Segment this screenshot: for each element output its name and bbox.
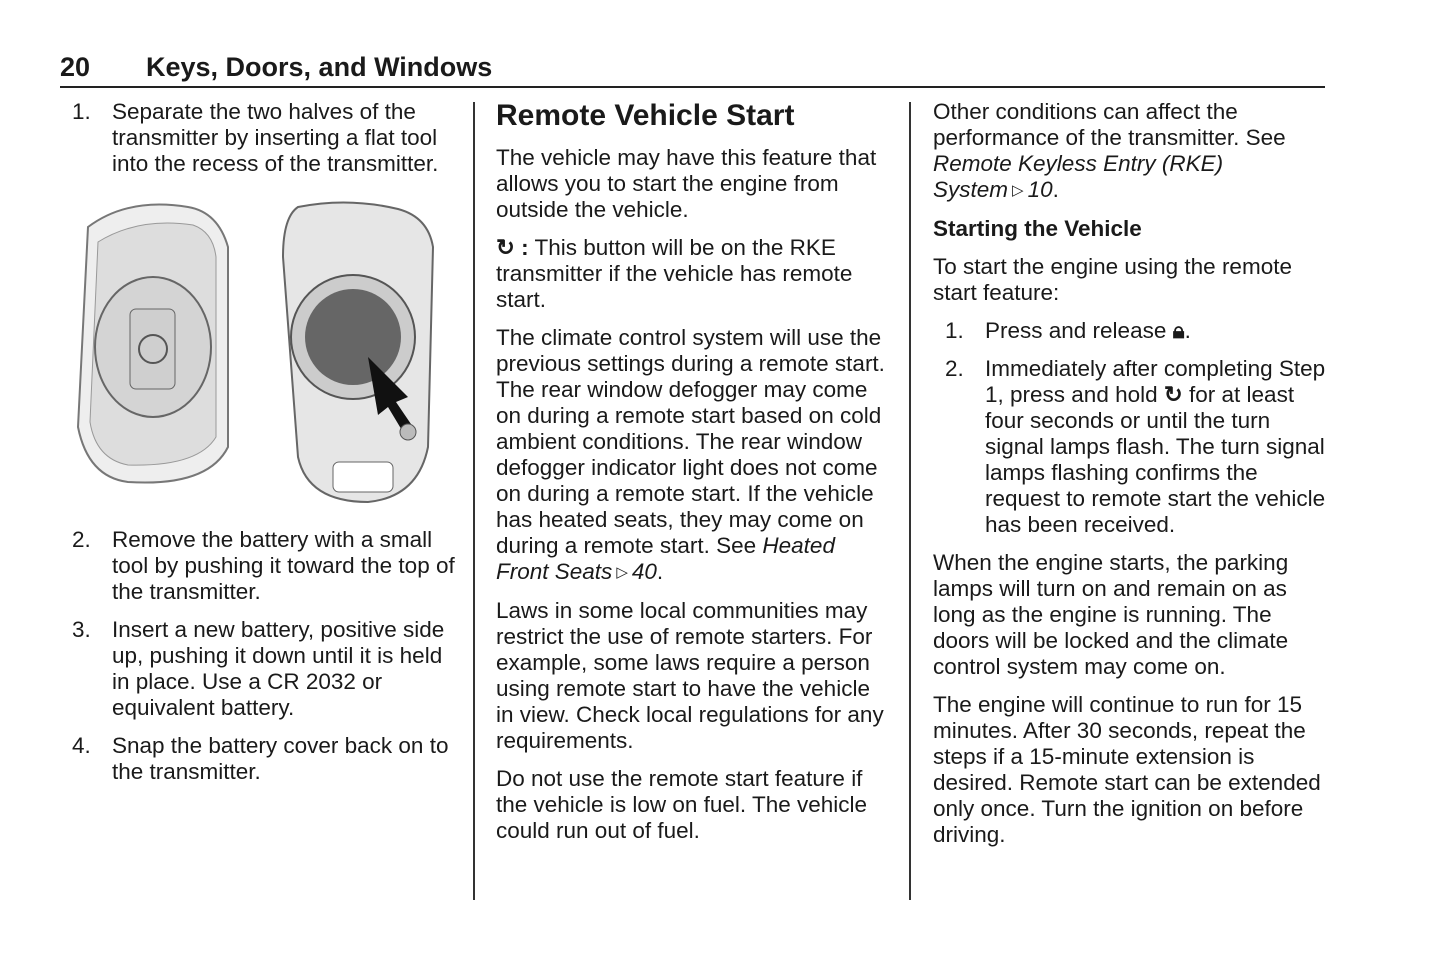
list-item xyxy=(933,356,1328,538)
step-text: Insert a new battery, positive side up, pushing it down until it is held in place. Use a CR 2032 or equivalent battery. xyxy=(112,617,445,720)
transmitter-battery-illustration xyxy=(68,197,448,517)
step-number: 2. xyxy=(945,356,964,381)
remote-start-icon: ↻ xyxy=(1163,382,1183,407)
paragraph: Do not use the remote start feature if the vehicle is low on fuel. The vehicle could run out of fuel. xyxy=(496,766,868,843)
left-column xyxy=(60,99,455,797)
reference-page: 10 xyxy=(1027,177,1053,202)
middle-column xyxy=(496,99,891,856)
page-number: 20 xyxy=(60,52,91,82)
paragraph: The vehicle may have this feature that allows you to start the engine from outside the vehicle. xyxy=(496,145,877,222)
step-text: Remove the battery with a small tool by pushing it toward the top of the transmitter. xyxy=(112,527,455,604)
cross-reference[interactable]: Remote Keyless Entry (RKE) System xyxy=(933,151,1224,202)
separator: : xyxy=(521,235,529,260)
step-text: Snap the battery cover back on to the transmitter. xyxy=(112,733,449,784)
paragraph: The engine will continue to run for 15 minutes. After 30 seconds, repeat the steps if a 15-minute extension is desired. Remote start can be extended only once. Turn the ignition on before driving. xyxy=(933,692,1321,847)
step-text: Separate the two halves of the transmitter by inserting a flat tool into the recess of the transmitter. xyxy=(112,99,439,176)
paragraph xyxy=(496,235,891,313)
column-divider xyxy=(473,102,475,900)
step-text: Press and release xyxy=(985,318,1167,343)
cross-reference[interactable]: Heated Front Seats xyxy=(496,533,835,584)
lock-icon: 🔒︎ xyxy=(1172,318,1185,343)
step-text: for at least four seconds or until the turn signal lamps flash. The turn signal lamps flashing confirms the request to remote start the vehicle has been received. xyxy=(985,382,1326,537)
paragraph-text: Other conditions can affect the performance of the transmitter. See xyxy=(933,99,1286,150)
paragraph: Laws in some local communities may restrict the use of remote starters. For example, some laws require a person using remote start to have the vehicle in view. Check local regulations for any requirements. xyxy=(496,598,884,753)
paragraph: The climate control system will use the previous settings during a remote start. The rear window defogger may come on during a remote start based on cold ambient conditions. The rear window defogger indicator light does not come on during a remote start. If the vehicle has heated seats, they may come on during a remote start. See Heated Front Seats ▷ 40. xyxy=(496,325,885,584)
step-number: 1. xyxy=(945,318,964,343)
list-item: 1. Press and release 🔒︎. xyxy=(945,318,1191,343)
reference-page: 40 xyxy=(631,559,657,584)
paragraph: When the engine starts, the parking lamps will turn on and remain on as long as the engine is running. The doors will be locked and the climate control system may come on. xyxy=(933,550,1289,679)
step-number: 1. xyxy=(72,99,91,124)
page-header xyxy=(60,52,492,83)
step-number: 4. xyxy=(72,733,91,758)
paragraph: To start the engine using the remote start feature: xyxy=(933,254,1292,305)
step-text: Immediately after completing Step 1, press and hold xyxy=(985,356,1326,407)
right-column xyxy=(933,99,1328,860)
section-heading: Remote Vehicle Start xyxy=(496,99,795,132)
step-number: 2. xyxy=(72,527,91,552)
list-item xyxy=(60,617,455,721)
page-reference-arrow-icon: ▷ xyxy=(616,564,628,581)
step-number: 3. xyxy=(72,617,91,642)
list-item xyxy=(60,733,455,785)
page-reference-arrow-icon: ▷ xyxy=(1012,182,1024,199)
list-item xyxy=(60,527,455,605)
header-rule xyxy=(60,86,1325,88)
paragraph-text: This button will be on the RKE transmitter if the vehicle has remote start. xyxy=(496,235,853,312)
remote-start-icon: ↻ xyxy=(496,235,515,260)
paragraph: Other conditions can affect the performance of the transmitter. See Remote Keyless Entry (RKE) System ▷ 10. xyxy=(933,99,1286,202)
list-item xyxy=(60,99,455,177)
paragraph-text: The climate control system will use the previous settings during a remote start. The rear window defogger may come on during a remote start based on cold ambient conditions. The rear window defogger indicator light does not come on during a remote start. If the vehicle has heated seats, they may come on during a remote start. See xyxy=(496,325,885,558)
column-divider xyxy=(909,102,911,900)
subheading: Starting the Vehicle xyxy=(933,216,1142,241)
section-title: Keys, Doors, and Windows xyxy=(146,52,493,82)
